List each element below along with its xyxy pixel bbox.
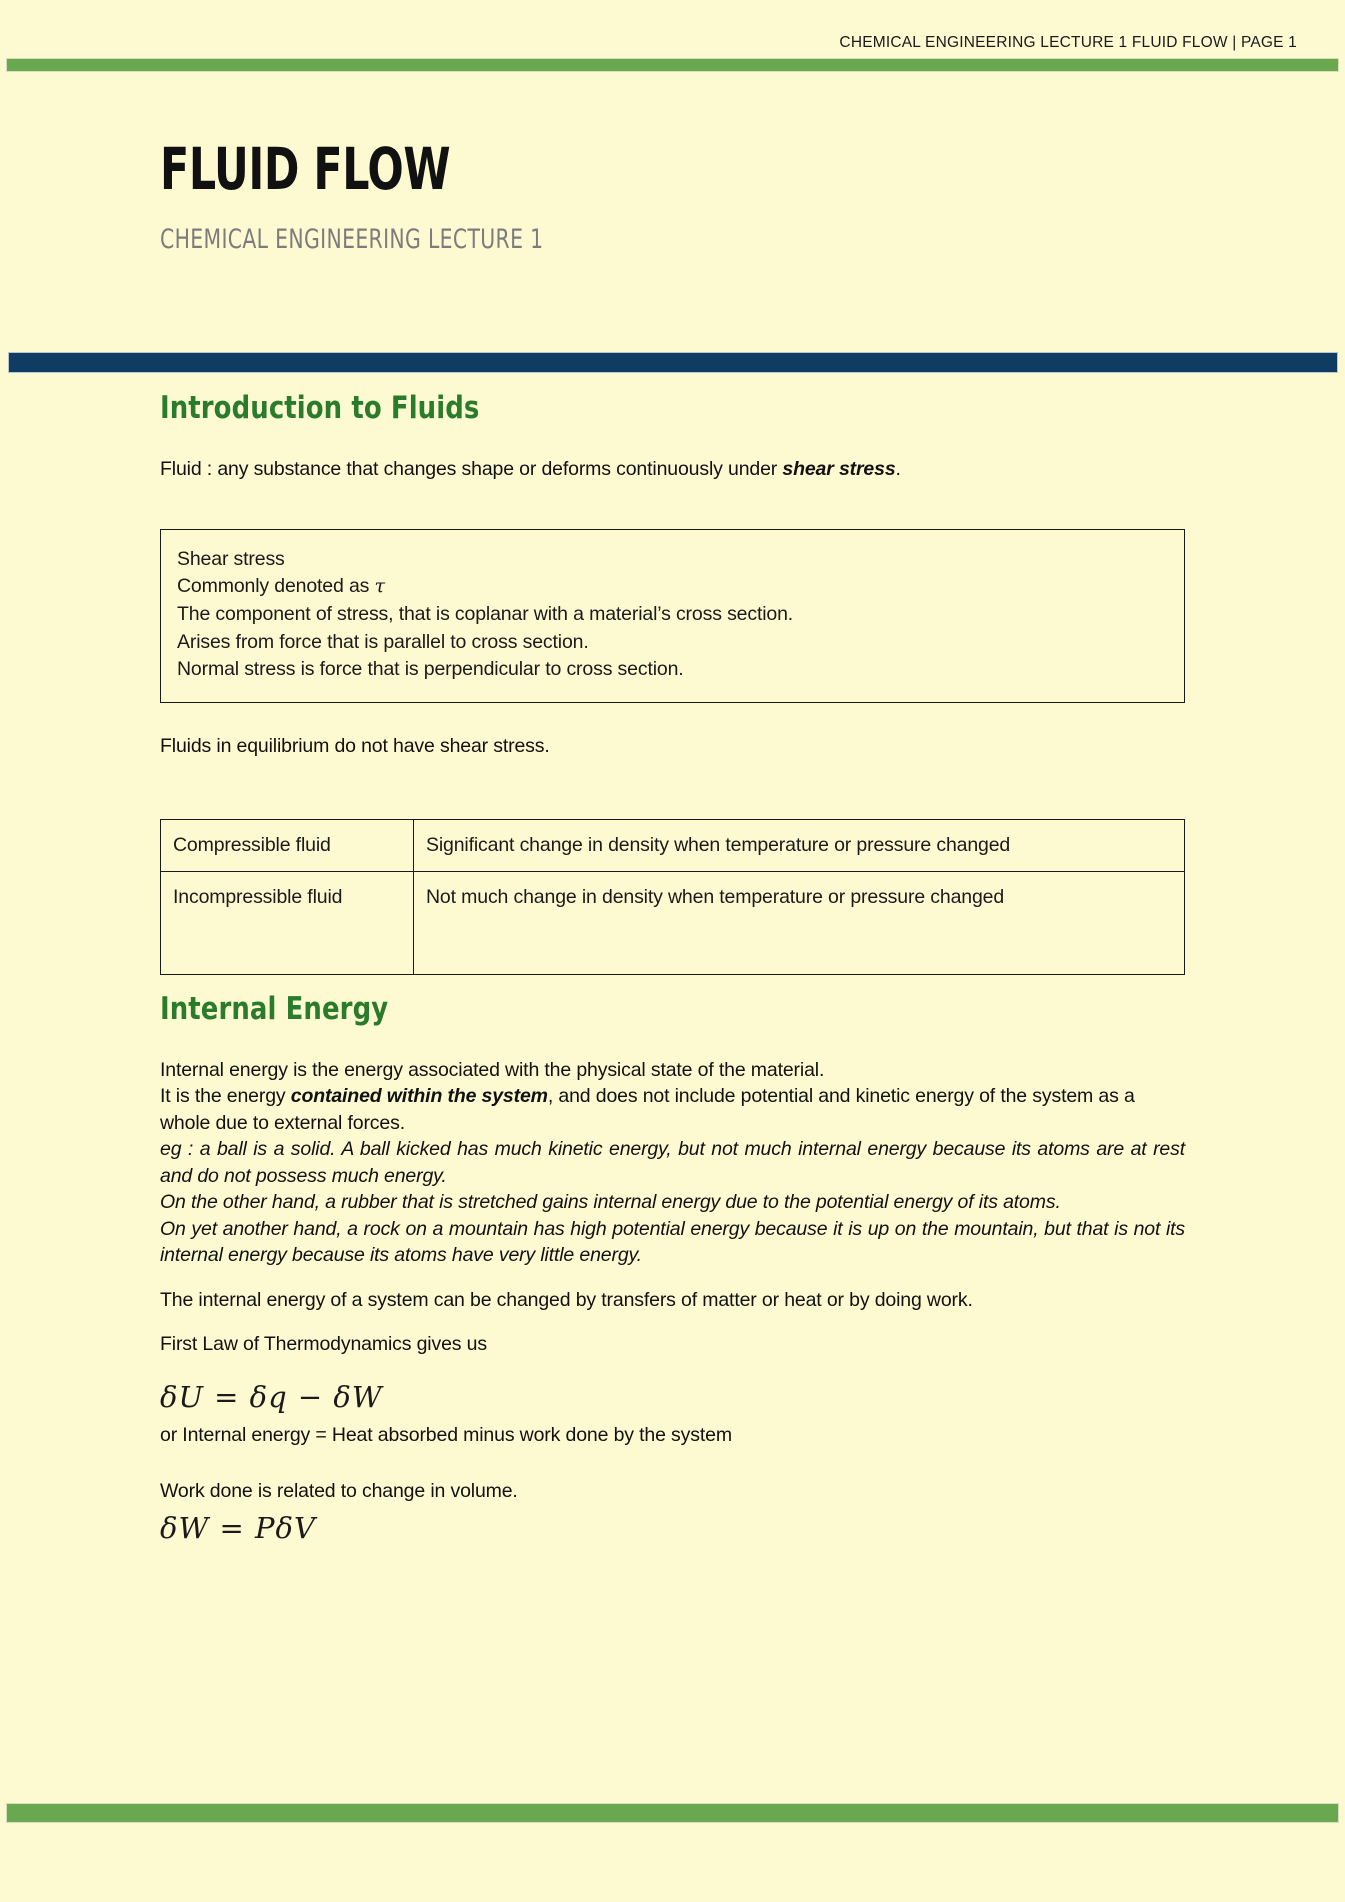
fluid-definition-text: Fluid : any substance that changes shape or deforms continuously under (160, 458, 783, 480)
shear-stress-emphasis: shear stress (782, 458, 896, 480)
def-line-normal-stress: Normal stress is force that is perpendicular to cross section. (177, 658, 684, 681)
section-heading-introduction-to-fluids: Introduction to Fluids (160, 390, 480, 426)
compressibility-table (160, 819, 1185, 974)
internal-energy-paragraph-3: The internal energy of a system can be changed by transfers of matter or heat or by doing work. (160, 1288, 973, 1311)
section-heading-internal-energy: Internal Energy (160, 990, 389, 1027)
def-line-title: Shear stress (177, 547, 285, 570)
table-cell-description: Significant change in density when temperature or pressure changed (414, 820, 1185, 871)
table-cell-term: Incompressible fluid (161, 871, 414, 974)
internal-energy-paragraph-2 (160, 1083, 1185, 1136)
equation-work-done: δW = PδV (160, 1510, 316, 1545)
internal-energy-example-1: eg : a ball is a solid. A ball kicked has much kinetic energy, but not much internal energy because its atoms are at rest and do not possess much energy. (160, 1138, 1185, 1187)
document-content (160, 390, 1185, 1545)
page-title: FLUID FLOW (160, 135, 451, 203)
shear-stress-definition-box (160, 529, 1185, 703)
internal-energy-p2-before: It is the energy (160, 1085, 291, 1108)
def-symbol-label: Commonly denoted as (177, 575, 375, 598)
page-subtitle: CHEMICAL ENGINEERING LECTURE 1 (160, 224, 544, 255)
navy-divider-rule (8, 352, 1338, 373)
title-block (160, 135, 1160, 255)
first-law-intro-paragraph: First Law of Thermodynamics gives us (160, 1333, 487, 1356)
running-header: CHEMICAL ENGINEERING LECTURE 1 FLUID FLOW | PAGE 1 (839, 34, 1297, 51)
contained-within-system-emphasis: contained within the system (290, 1085, 548, 1108)
internal-energy-example-3: On yet another hand, a rock on a mountain has high potential energy because it is up on the mountain, but that is not its internal energy because its atoms have very little energy. (160, 1217, 1185, 1267)
internal-energy-paragraph-1: Internal energy is the energy associated with the physical state of the material. (160, 1058, 825, 1081)
bottom-green-rule (6, 1803, 1339, 1823)
equation-first-law-caption: or Internal energy = Heat absorbed minus work done by the system (160, 1423, 732, 1446)
internal-energy-p2-after: , and does not include potential and kinetic energy of the system as a whole due to external forces. (160, 1085, 1135, 1134)
def-line-arises: Arises from force that is parallel to cross section. (177, 630, 589, 653)
fluid-definition-paragraph (160, 456, 1185, 483)
top-green-rule (6, 58, 1339, 72)
internal-energy-example-2: On the other hand, a rubber that is stretched gains internal energy due to the potential energy of its atoms. (160, 1191, 1061, 1214)
fluids-equilibrium-paragraph: Fluids in equilibrium do not have shear stress. (160, 734, 550, 757)
def-line-symbol (177, 573, 1168, 601)
table-row (161, 871, 1185, 974)
fluid-definition-period: . (895, 458, 901, 480)
table-cell-description: Not much change in density when temperature or pressure changed (414, 871, 1185, 974)
def-line-component: The component of stress, that is coplanar with a material’s cross section. (177, 602, 794, 625)
table-cell-term: Compressible fluid (161, 820, 414, 871)
work-done-paragraph: Work done is related to change in volume. (160, 1480, 518, 1503)
table-row (161, 820, 1185, 871)
equation-first-law: δU = δq − δW (160, 1379, 383, 1414)
tau-symbol: τ (374, 575, 385, 598)
